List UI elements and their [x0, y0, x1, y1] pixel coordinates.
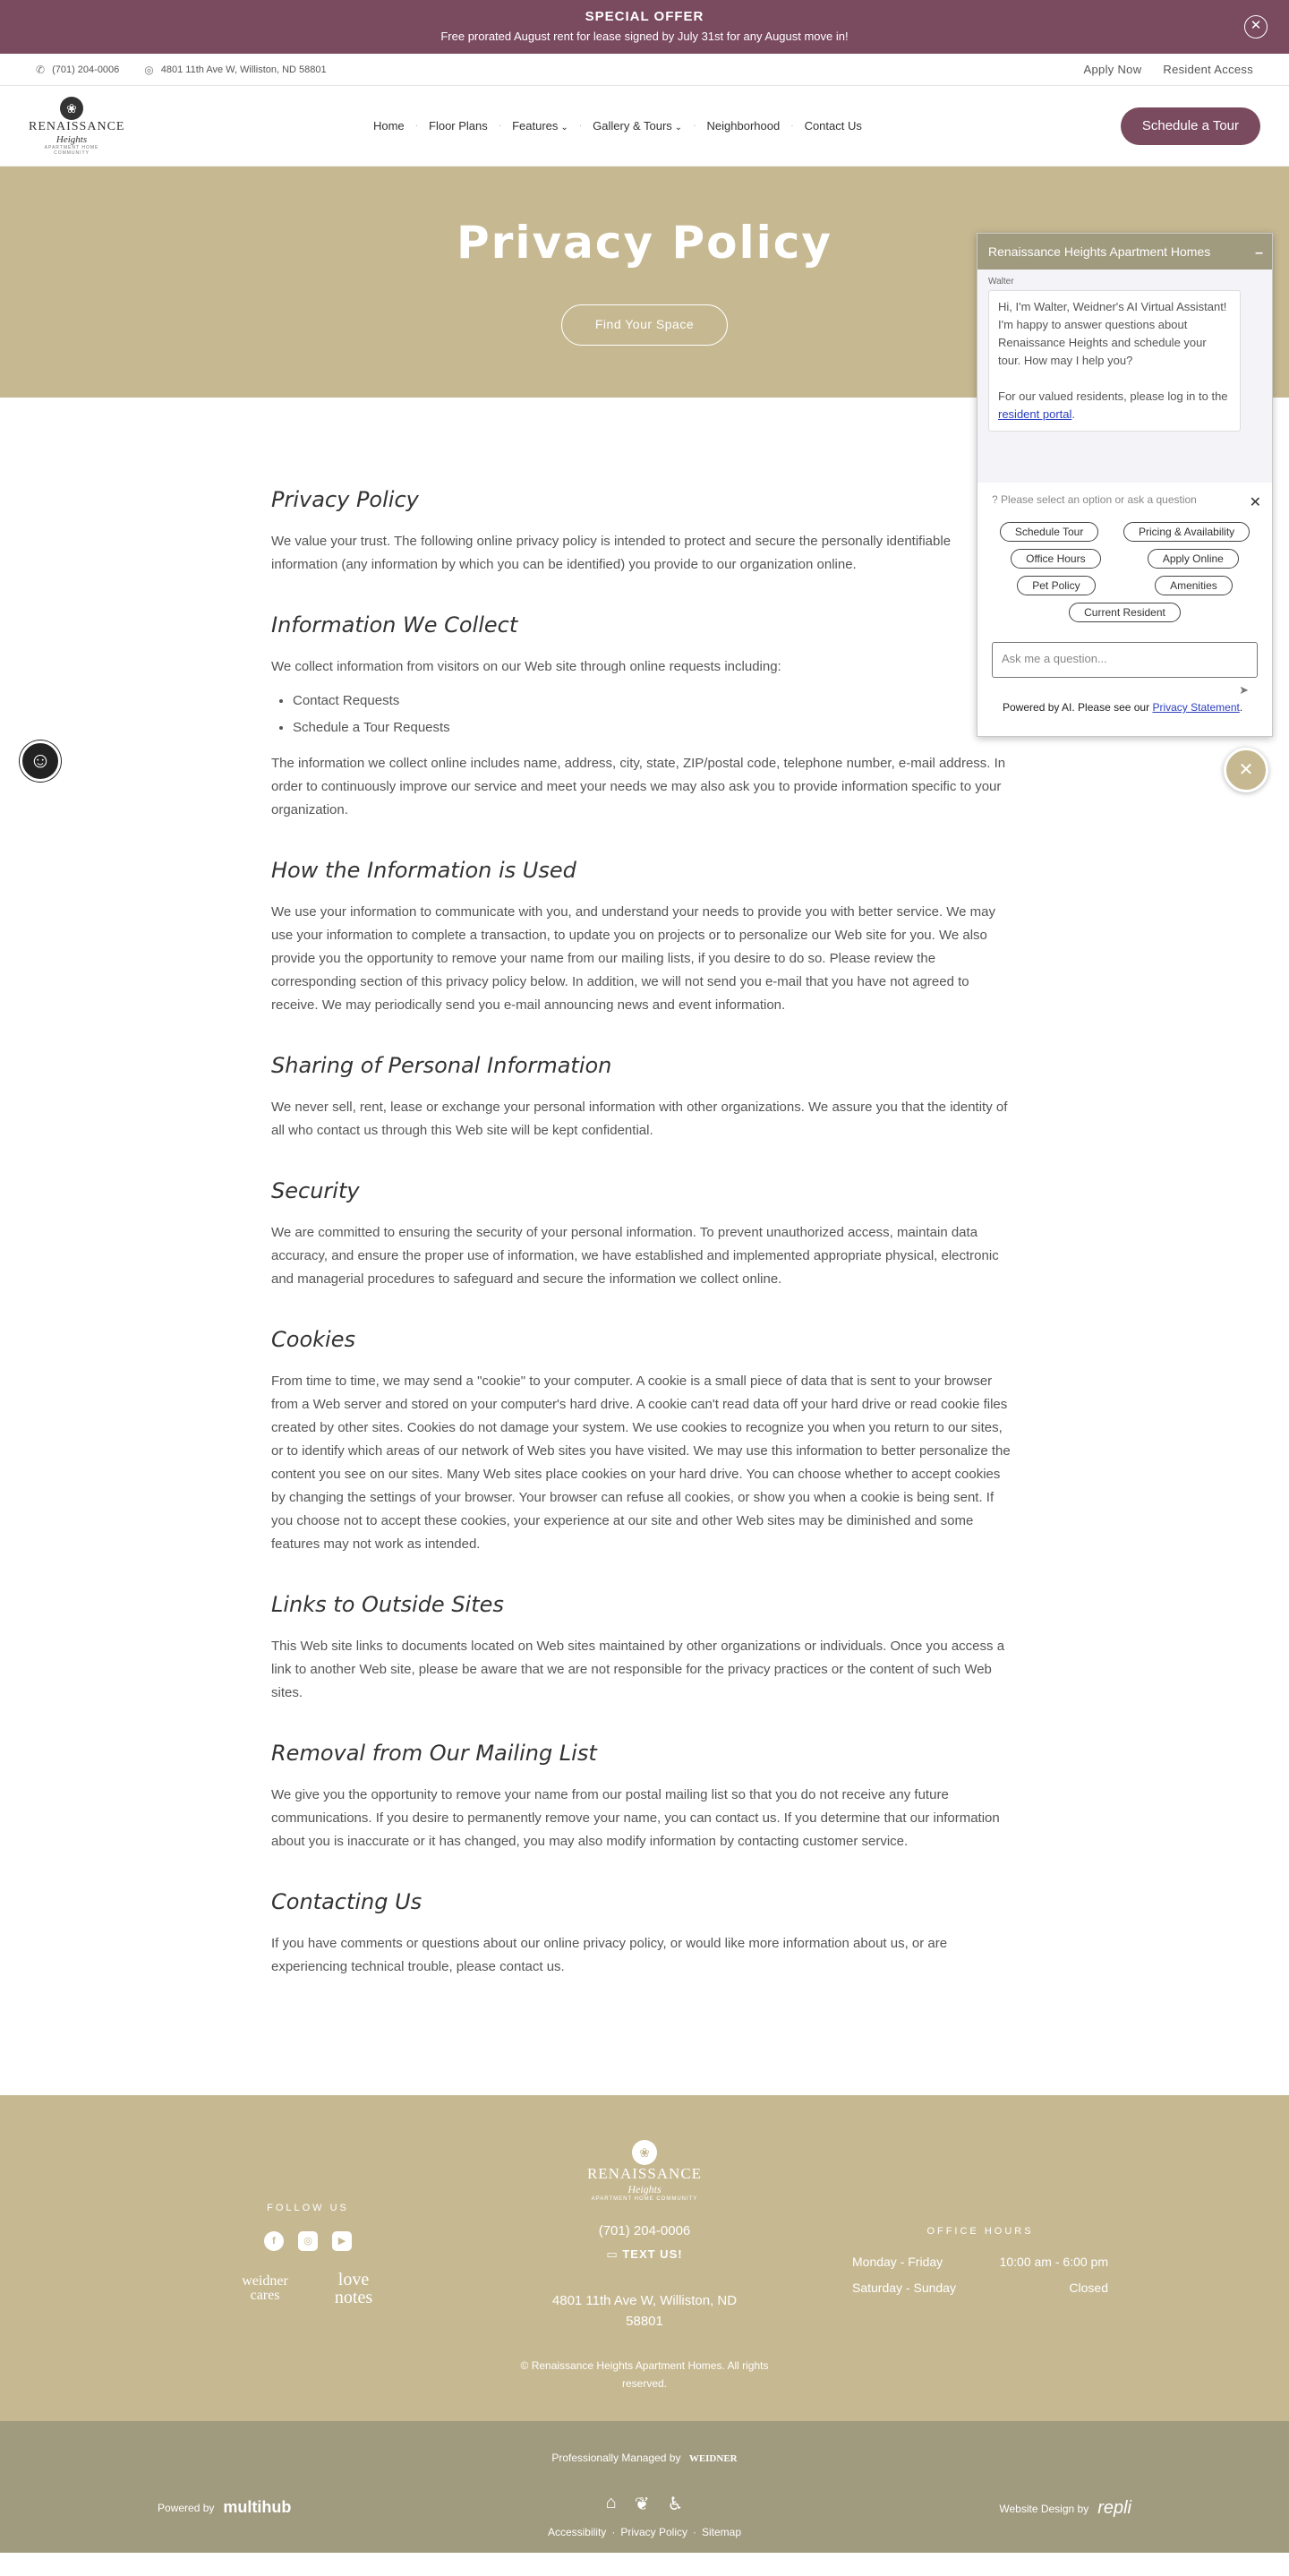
accessibility-link[interactable]: Accessibility: [547, 2526, 607, 2538]
section-text: We give you the opportunity to remove your name from our postal mailing list so that you do not receive any future communications. If you desire to permanently remove your name, you can contact us. If you determine that our information about you is inaccurate or it has changed, you may also modify information by contacting customer service.: [271, 1787, 1000, 1849]
footer-address[interactable]: 4801 11th Ave W, Williston, ND 58801: [551, 2293, 738, 2329]
chat-options: [977, 483, 1272, 717]
hours-day: Saturday - Sunday: [852, 2281, 956, 2295]
equal-housing-icon: ⌂: [605, 2493, 617, 2512]
nav-neighborhood[interactable]: Neighborhood: [706, 119, 781, 133]
footer-social: [229, 2203, 387, 2306]
weidner-logo[interactable]: WEIDNER: [688, 2453, 738, 2464]
design-by-label: Website Design by: [999, 2502, 1089, 2515]
copyright: © Renaissance Heights Apartment Homes. All rights reserved.: [520, 2359, 769, 2390]
sitemap-link[interactable]: Sitemap: [702, 2526, 742, 2538]
section-title: How the Information is Used: [271, 858, 576, 883]
nav-home[interactable]: Home: [372, 119, 405, 133]
section-title: Security: [271, 1178, 360, 1203]
chevron-down-icon: ⌄: [674, 123, 683, 133]
pet-friendly-icon: ❦: [634, 2495, 650, 2514]
chip-amenities[interactable]: Amenities: [1155, 576, 1233, 595]
bottom-bar: [0, 2421, 1289, 2553]
section-text: We value your trust. The following online privacy policy is intended to protect and secure the personally identifiable information (any information by which you can be identified) you provide to our organization online.: [271, 534, 952, 572]
section-mailing-removal: [271, 1741, 1018, 1853]
nav-separator: ·: [790, 121, 794, 131]
logo-mark-icon: ❀: [60, 97, 83, 120]
follow-us-label: FOLLOW US: [267, 2203, 349, 2213]
powered-by: [158, 2498, 291, 2517]
section-title: Removal from Our Mailing List: [271, 1741, 597, 1766]
chip-office-hours[interactable]: Office Hours: [1011, 549, 1100, 569]
chat-message-text: Hi, I'm Walter, Weidner's AI Virtual Assistant! I'm happy to answer questions about Renaissance Heights and schedule your tour. How may I help you?: [998, 300, 1227, 367]
chat-footer: Powered by AI. Please see our Privacy Statement.: [1003, 701, 1243, 714]
logo-name: RENAISSANCE: [29, 119, 125, 133]
utility-phone-text: (701) 204-0006: [52, 64, 120, 75]
offer-title: SPECIAL OFFER: [585, 9, 704, 24]
hours-day: Monday - Friday: [852, 2255, 943, 2269]
section-privacy-policy: [271, 487, 1018, 577]
footer-phone[interactable]: (701) 204-0006: [598, 2223, 691, 2238]
office-hours: [852, 2226, 1108, 2306]
chip-pet-policy[interactable]: Pet Policy: [1017, 576, 1095, 595]
chat-close-toggle-icon[interactable]: ✕: [1224, 748, 1268, 792]
link-separator: ·: [611, 2526, 616, 2538]
logo-tag: APARTMENT HOME COMMUNITY: [44, 144, 99, 156]
nav-gallery-label: Gallery & Tours: [593, 119, 672, 133]
logo-name: RENAISSANCE: [586, 2165, 703, 2182]
nav-contact[interactable]: Contact Us: [804, 119, 862, 133]
question-icon: ?: [992, 493, 998, 506]
text-us-link[interactable]: [501, 2247, 788, 2262]
map-pin-icon: ◎: [144, 63, 154, 76]
office-hours-label: OFFICE HOURS: [926, 2226, 1034, 2237]
hours-row: [852, 2281, 1108, 2295]
schedule-tour-button[interactable]: Schedule a Tour: [1121, 107, 1260, 145]
section-text: The information we collect online includes name, address, city, state, ZIP/postal code, telephone number, e-mail address. In order to continuously improve our service and meet your needs we may also ask you to provide information specific to your organization.: [271, 756, 1006, 817]
list-item: • Schedule a Tour Requests: [293, 715, 1018, 741]
chat-message-text: For our valued residents, please log in to the: [998, 389, 1228, 403]
hours-time: Closed: [1069, 2281, 1108, 2295]
chip-apply-online[interactable]: Apply Online: [1148, 549, 1239, 569]
close-icon[interactable]: ✕: [1249, 495, 1261, 510]
section-contacting-us: [271, 1889, 1018, 1979]
section-text: This Web site links to documents located on Web sites maintained by other organizations or individuals. Once you access a link to another Web site, please be aware that we are not responsible for the privacy practices or the content of such Web sites.: [271, 1639, 1005, 1700]
section-title: Sharing of Personal Information: [271, 1053, 612, 1078]
resident-portal-link[interactable]: resident portal: [998, 407, 1072, 421]
chat-bubble-icon: ▭: [606, 2247, 619, 2261]
close-icon[interactable]: ✕: [1244, 15, 1268, 39]
policy-content: [271, 398, 1018, 2095]
nav-separator: ·: [578, 121, 583, 131]
nav-separator: ·: [498, 121, 502, 131]
chat-footer-text: Powered by AI. Please see our: [1003, 701, 1150, 714]
section-text: We never sell, rent, lease or exchange your personal information with other organizations. We assure you that the identity of all who contact us through this Web site will be kept confidential.: [271, 1100, 1008, 1138]
chat-header: [977, 234, 1272, 270]
privacy-statement-link[interactable]: Privacy Statement: [1152, 701, 1240, 714]
youtube-icon[interactable]: ▶: [332, 2231, 352, 2251]
multihub-logo[interactable]: multihub: [223, 2498, 292, 2516]
nav-separator: ·: [693, 121, 696, 131]
section-title: Cookies: [271, 1327, 355, 1352]
phone-icon: ✆: [36, 63, 46, 76]
chat-prompt: [985, 493, 1265, 506]
page-title: Privacy Policy: [457, 217, 832, 269]
chevron-down-icon: ⌄: [560, 123, 568, 133]
chip-current-resident[interactable]: Current Resident: [1069, 603, 1181, 622]
section-title: Links to Outside Sites: [271, 1592, 504, 1617]
wheelchair-icon: ♿: [667, 2495, 684, 2514]
managed-by-label: Professionally Managed by: [551, 2452, 681, 2464]
logo[interactable]: [29, 97, 125, 156]
chat-messages: [977, 270, 1272, 483]
nav-floor-plans[interactable]: Floor Plans: [429, 119, 488, 133]
chat-title: Renaissance Heights Apartment Homes: [988, 244, 1211, 259]
section-text: We are committed to ensuring the security of your personal information. To prevent unauthorized access, maintain data accuracy, and ensure the proper use of information, we have established and implemented appropriate physical, electronic and managerial procedures to safeguard and secure the information we collect online.: [271, 1225, 999, 1287]
accessibility-widget-icon[interactable]: ☺: [20, 740, 61, 782]
special-offer-banner: [0, 0, 1289, 54]
resident-access-link[interactable]: Resident Access: [1163, 63, 1253, 76]
hours-time: 10:00 am - 6:00 pm: [999, 2255, 1108, 2269]
utility-phone[interactable]: [36, 64, 119, 76]
section-outside-links: [271, 1592, 1018, 1705]
section-text: If you have comments or questions about our online privacy policy, or would like more information about us, or are experiencing technical trouble, please contact us.: [271, 1936, 948, 1974]
section-title: Information We Collect: [271, 612, 518, 638]
website-design-by: [999, 2498, 1131, 2519]
offer-text: Free prorated August rent for lease signed by July 31st for any August move in!: [440, 30, 849, 43]
section-text: We use your information to communicate with you, and understand your needs to provide you with better service. We may use your information to complete a transaction, to update you on projects or to personalize our Web site for you. We also provide you the opportunity to remove your name from our mailing lists, if you desire to do so. Please review the corresponding section of this privacy policy below. In addition, we will not send you e-mail that you have not agreed to receive. We may periodically send you e-mail announcing news and event information.: [271, 904, 996, 1013]
privacy-policy-link[interactable]: Privacy Policy: [620, 2526, 687, 2538]
section-title: Privacy Policy: [271, 487, 419, 512]
link-separator: ·: [693, 2526, 696, 2538]
managed-by: [0, 2452, 1289, 2464]
logo-tag: APARTMENT HOME COMMUNITY: [591, 2196, 698, 2202]
bottom-center: [537, 2493, 752, 2538]
nav-separator: ·: [414, 121, 419, 131]
logo-mark-icon: ❀: [632, 2140, 657, 2165]
main-nav: [115, 119, 1121, 133]
section-cookies: [271, 1327, 1018, 1556]
chat-message: Hi, I'm Walter, Weidner's AI Virtual Assistant! I'm happy to answer questions about Renaissance Heights and schedule your tour. How may I help you? For our valued residents, please log in to the resident portal.: [988, 290, 1241, 432]
nav-features-label: Features: [512, 119, 559, 133]
utility-address-text: 4801 11th Ave W, Williston, ND 58801: [160, 64, 327, 75]
chip-schedule-tour[interactable]: Schedule Tour: [1000, 522, 1099, 542]
send-icon[interactable]: ➤: [1239, 683, 1249, 697]
repli-logo[interactable]: repli: [1097, 2498, 1131, 2518]
utility-bar: [0, 54, 1289, 86]
section-text: From time to time, we may send a "cookie" to your computer. A cookie is a small piece of data that is sent to your browser from a Web server and stored on your computer's hard drive. A cookie can't read data off your hard drive or read cookie files created by other sites. Cookies do not damage your system. We use cookies to recognize you when you return to our sites, or to identify which areas of our network of Web sites you have visited. We may use this information to better personalize the content you see on our sites. Many Web sites place cookies on your hard drive. You can choose whether to accept cookies by changing the settings of your browser. Your browser can refuse all cookies, or show you when a cookie is being sent. If you choose not to accept these cookies, your experience at our site and other Web sites may be diminished and some features may not work as intended.: [271, 1374, 1011, 1552]
logo-sub: Heights: [627, 2183, 662, 2195]
list-item: • Contact Requests: [293, 688, 1018, 715]
instagram-icon[interactable]: ◎: [298, 2231, 318, 2251]
section-security: [271, 1178, 1018, 1291]
find-your-space-button[interactable]: Find Your Space: [561, 304, 728, 346]
nav-features[interactable]: [512, 119, 568, 133]
facebook-icon[interactable]: f: [264, 2231, 284, 2251]
section-sharing: [271, 1053, 1018, 1143]
text-us-label: TEXT US!: [622, 2247, 683, 2261]
apply-now-link[interactable]: Apply Now: [1083, 63, 1142, 76]
chat-sender: Walter: [988, 277, 1014, 287]
nav-gallery[interactable]: [593, 119, 682, 133]
utility-address[interactable]: [144, 64, 326, 76]
footer-logo[interactable]: [501, 2140, 788, 2202]
minimize-icon[interactable]: –: [1255, 245, 1263, 261]
logo-sub: Heights: [55, 133, 88, 145]
section-information-we-collect: [271, 612, 1018, 822]
section-how-used: [271, 858, 1018, 1017]
chat-widget: [977, 233, 1273, 737]
chat-prompt-text: Please select an option or ask a question: [1001, 493, 1197, 506]
section-text: We collect information from visitors on our Web site through online requests including:: [271, 659, 781, 674]
section-title: Contacting Us: [271, 1889, 423, 1914]
chat-input[interactable]: Ask me a question...: [992, 642, 1258, 678]
love-notes-logo[interactable]: love notes: [334, 2270, 373, 2307]
site-header: [0, 86, 1289, 167]
collect-list: [293, 688, 1018, 741]
weidner-cares-logo[interactable]: weidner cares: [242, 2273, 288, 2303]
powered-by-label: Powered by: [158, 2501, 215, 2514]
site-footer: [0, 2095, 1289, 2421]
footer-contact: [501, 2140, 788, 2392]
hours-row: [852, 2255, 1108, 2269]
chip-pricing[interactable]: Pricing & Availability: [1123, 522, 1250, 542]
